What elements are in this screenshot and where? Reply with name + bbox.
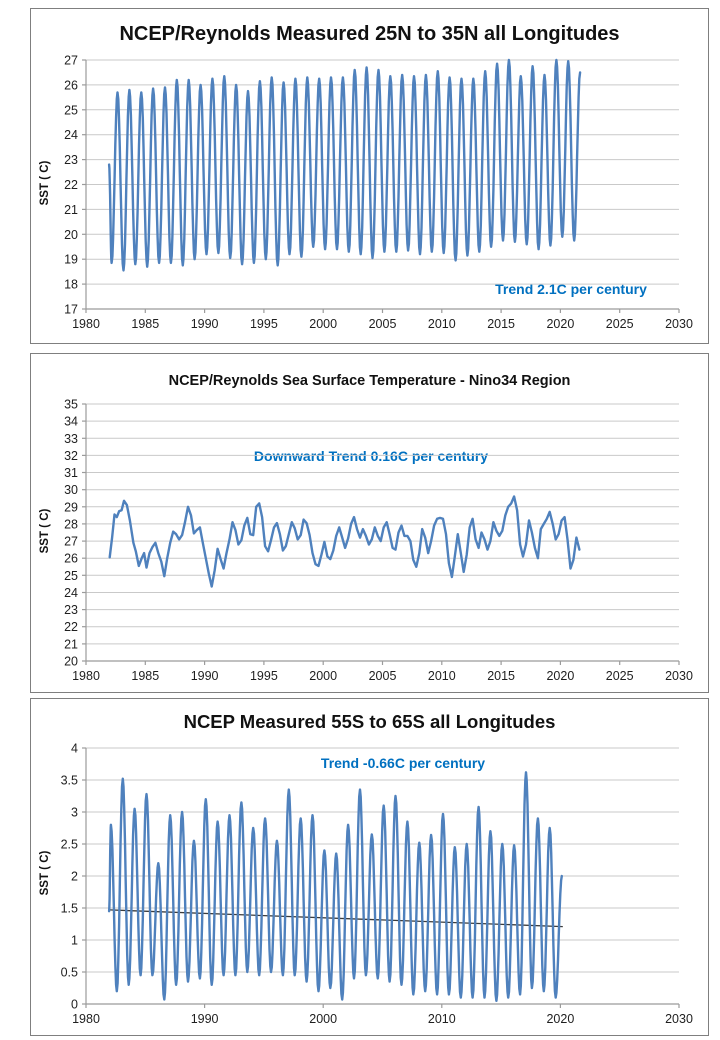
svg-text:25: 25	[64, 568, 78, 583]
svg-text:24: 24	[64, 586, 78, 600]
svg-text:2020: 2020	[546, 1012, 575, 1026]
svg-text:2: 2	[71, 869, 78, 884]
svg-text:2000: 2000	[309, 669, 338, 683]
svg-text:2005: 2005	[368, 317, 397, 331]
y-axis-label: SST ( C)	[39, 850, 51, 896]
svg-text:21: 21	[64, 637, 78, 652]
svg-text:1990: 1990	[190, 1012, 219, 1026]
svg-text:2015: 2015	[487, 669, 516, 683]
svg-text:1980: 1980	[72, 317, 100, 331]
svg-text:28: 28	[64, 517, 78, 532]
svg-text:23: 23	[64, 603, 78, 618]
chart-title: NCEP/Reynolds Sea Surface Temperature - Nino34 Region	[168, 373, 571, 389]
svg-text:23: 23	[64, 153, 78, 168]
svg-text:2010: 2010	[427, 1012, 456, 1026]
chart-title: NCEP/Reynolds Measured 25N to 35N all Longitudes	[119, 23, 620, 45]
svg-text:1: 1	[71, 933, 78, 948]
chart-panel-25n-35n	[30, 8, 709, 344]
plot-area-25n-35n	[31, 9, 708, 343]
svg-text:2015: 2015	[487, 317, 516, 331]
svg-text:2.5: 2.5	[60, 837, 78, 852]
svg-text:2025: 2025	[605, 317, 634, 331]
svg-text:2030: 2030	[665, 317, 693, 331]
svg-text:25: 25	[64, 103, 78, 118]
chart-panel-55s-65s	[30, 698, 709, 1036]
svg-text:21: 21	[64, 202, 78, 217]
svg-text:17: 17	[64, 302, 78, 317]
chart-title: NCEP Measured 55S to 65S all Longitudes	[183, 711, 556, 732]
svg-text:24: 24	[64, 128, 78, 143]
svg-text:34: 34	[64, 414, 78, 429]
y-axis-label: SST ( C)	[39, 508, 51, 554]
svg-text:1990: 1990	[190, 669, 219, 683]
svg-text:2000: 2000	[309, 317, 338, 331]
svg-text:2030: 2030	[665, 1012, 693, 1026]
svg-text:3: 3	[71, 805, 78, 820]
svg-text:30: 30	[64, 483, 78, 498]
svg-text:1985: 1985	[131, 317, 160, 331]
svg-text:32: 32	[64, 448, 78, 463]
svg-text:31: 31	[64, 466, 78, 480]
plot-area-nino34	[31, 354, 708, 692]
svg-text:33: 33	[64, 431, 78, 446]
svg-text:20: 20	[64, 654, 78, 669]
svg-text:2020: 2020	[546, 317, 575, 331]
chart-panel-nino34	[30, 353, 709, 693]
y-axis-label: SST ( C)	[39, 160, 51, 206]
svg-text:2025: 2025	[605, 669, 634, 683]
svg-text:0.5: 0.5	[60, 965, 78, 980]
svg-text:27: 27	[64, 53, 78, 68]
svg-text:2000: 2000	[309, 1012, 338, 1026]
svg-text:0: 0	[71, 997, 78, 1012]
svg-text:18: 18	[64, 277, 78, 292]
trend-annotation: Trend -0.66C per century	[320, 755, 486, 771]
svg-text:29: 29	[64, 500, 78, 515]
svg-text:1985: 1985	[131, 669, 160, 683]
svg-text:2010: 2010	[427, 317, 456, 331]
svg-text:22: 22	[64, 620, 78, 635]
svg-text:1.5: 1.5	[60, 901, 78, 916]
svg-text:26: 26	[64, 78, 78, 93]
svg-text:2030: 2030	[665, 669, 693, 683]
svg-text:1990: 1990	[190, 317, 219, 331]
svg-text:27: 27	[64, 534, 78, 549]
svg-text:26: 26	[64, 551, 78, 566]
svg-text:22: 22	[64, 178, 78, 192]
svg-text:1995: 1995	[249, 669, 278, 683]
svg-text:1980: 1980	[72, 1012, 100, 1026]
svg-text:2020: 2020	[546, 669, 575, 683]
svg-text:2010: 2010	[427, 669, 456, 683]
trend-annotation: Trend 2.1C per century	[495, 281, 647, 297]
trend-annotation: Downward Trend 0.16C per century	[253, 448, 489, 464]
svg-text:19: 19	[64, 252, 78, 267]
svg-text:20: 20	[64, 227, 78, 242]
svg-text:4: 4	[71, 741, 78, 756]
plot-area-55s-65s	[31, 699, 708, 1035]
svg-text:35: 35	[64, 397, 78, 412]
svg-text:3.5: 3.5	[60, 773, 78, 788]
svg-text:2005: 2005	[368, 669, 397, 683]
svg-text:1995: 1995	[249, 317, 278, 331]
svg-text:1980: 1980	[72, 669, 100, 683]
